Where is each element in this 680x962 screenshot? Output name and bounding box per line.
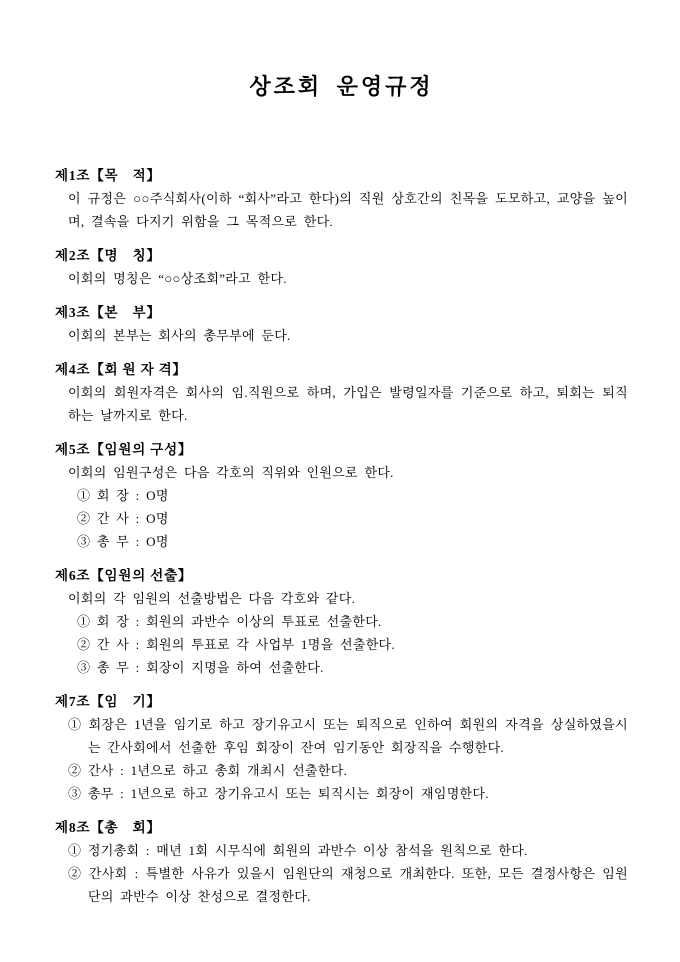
article-4 — [55, 358, 628, 427]
article-paragraph: 이회의 본부는 회사의 총무부에 둔다. — [68, 328, 291, 343]
article-paragraph: 이회의 명칭은 “○○상조회”라고 한다. — [68, 271, 287, 286]
article-heading: 제1조【목 적】 — [55, 168, 161, 183]
article-1 — [55, 164, 628, 233]
article-6 — [55, 564, 628, 679]
article-heading: 제7조【임 기】 — [55, 694, 161, 709]
article-list-item: ② 간 사 : O명 — [77, 511, 169, 526]
article-list-item: ① 정기총회 : 매년 1회 시무식에 회원의 과반수 이상 참석을 원칙으로 한다. — [68, 843, 528, 858]
article-paragraph: 이 규정은 ○○주식회사(이하 “회사”라고 한다)의 직원 상호간의 친목을 도모하고, 교양을 높이며, 결속을 다지기 위함을 그 목적으로 한다. — [68, 191, 628, 229]
article-list-item: ③ 총 무 : O명 — [77, 534, 169, 549]
document-title: 상조회 운영규정 — [249, 74, 434, 99]
article-7 — [55, 690, 628, 805]
article-list-item: ① 회 장 : 회원의 과반수 이상의 투표로 선출한다. — [77, 614, 382, 629]
article-3 — [55, 301, 628, 347]
article-5 — [55, 438, 628, 553]
article-heading: 제6조【임원의 선출】 — [55, 568, 193, 583]
article-heading: 제3조【본 부】 — [55, 305, 161, 320]
article-list-item: ③ 총무 : 1년으로 하고 장기유고시 또는 퇴직시는 회장이 재임명한다. — [68, 786, 489, 801]
article-paragraph: 이회의 회원자격은 회사의 임.직원으로 하며, 가입은 발령일자를 기준으로 하고, 퇴회는 퇴직하는 날까지로 한다. — [68, 385, 628, 423]
article-list-item: ② 간사 : 1년으로 하고 총회 개최시 선출한다. — [68, 763, 348, 778]
article-list-item: ① 회장은 1년을 임기로 하고 장기유고시 또는 퇴직으로 인하여 회원의 자격을 상실하였을시는 간사회에서 선출한 후임 회장이 잔여 임기동안 회장직을 수행한다. — [68, 717, 628, 755]
article-heading: 제8조【총 회】 — [55, 820, 161, 835]
article-2 — [55, 244, 628, 290]
article-list-item: ② 간사회 : 특별한 사유가 있을시 임원단의 재청으로 개최한다. 또한, 모든 결정사항은 임원단의 과반수 이상 찬성으로 결정한다. — [68, 866, 628, 904]
article-paragraph: 이회의 임원구성은 다음 각호의 직위와 인원으로 한다. — [68, 465, 394, 480]
article-list-item: ③ 총 무 : 회장이 지명을 하여 선출한다. — [77, 660, 324, 675]
article-heading: 제4조【회 원 자 격】 — [55, 362, 187, 377]
article-list-item: ① 회 장 : O명 — [77, 488, 169, 503]
article-heading: 제5조【임원의 구성】 — [55, 442, 193, 457]
article-list-item: ② 간 사 : 회원의 투표로 각 사업부 1명을 선출한다. — [77, 637, 395, 652]
article-8 — [55, 816, 628, 908]
article-heading: 제2조【명 칭】 — [55, 248, 161, 263]
article-paragraph: 이회의 각 임원의 선출방법은 다음 각호와 같다. — [68, 591, 356, 606]
